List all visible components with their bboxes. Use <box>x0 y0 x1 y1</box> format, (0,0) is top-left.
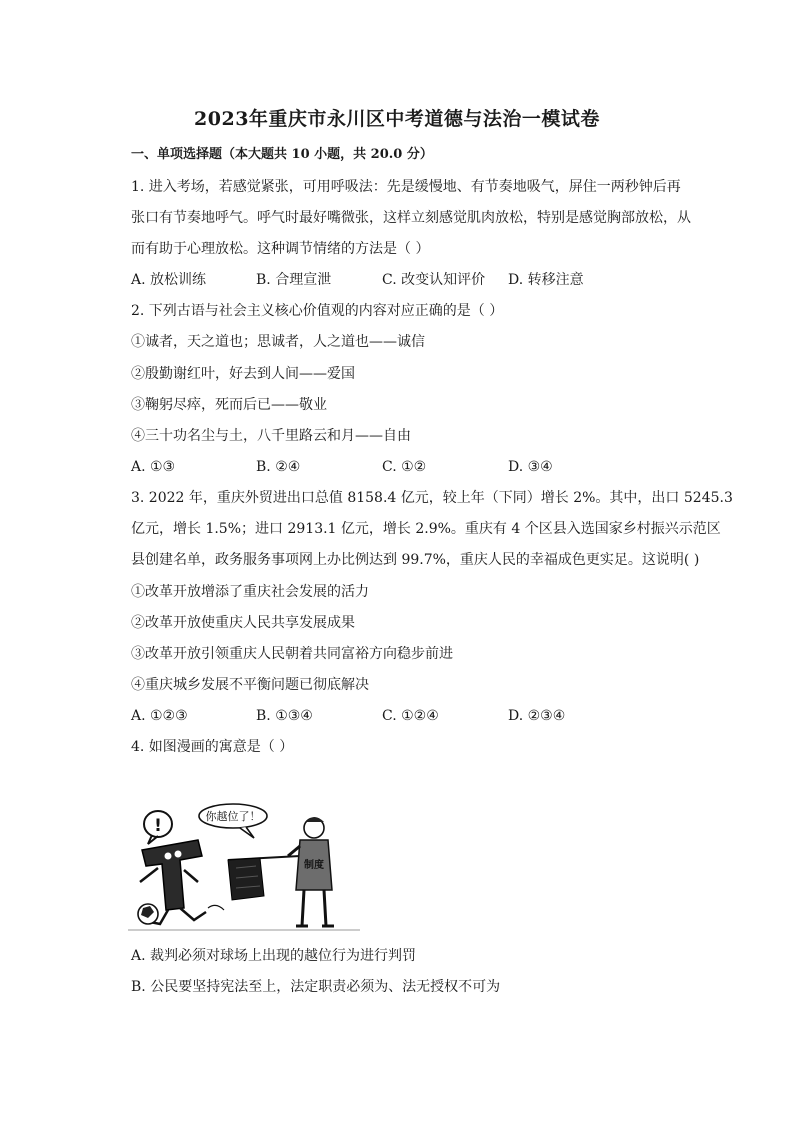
q1-line-2: 张口有节奏地呼气。呼气时最好嘴微张，这样立刻感觉肌肉放松，特别是感觉胸部放松，从 <box>131 210 691 226</box>
q4-answer-b[interactable]: B. 公民要坚持宪法至上，法定职责必须为、法无授权不可为 <box>131 979 501 995</box>
q3-option-c[interactable]: C. ①②④ <box>382 708 439 724</box>
q2-statement-3: ③鞠躬尽瘁，死而后已——敬业 <box>131 397 327 413</box>
soccer-ball-icon <box>138 904 158 924</box>
q4-line-1: 4. 如图漫画的寓意是（ ） <box>131 739 294 755</box>
q2-option-c[interactable]: C. ①② <box>382 459 427 475</box>
speech-text: 你越位了！ <box>205 810 261 823</box>
q2-statement-1: ①诚者，天之道也；思诚者，人之道也——诚信 <box>131 334 425 350</box>
q1-line-1: 1. 进入考场，若感觉紧张，可用呼吸法：先是缓慢地、有节奏地吸气，屏住一两秒钟后再 <box>131 179 681 195</box>
q2-option-d[interactable]: D. ③④ <box>508 459 553 475</box>
q3-statement-1: ①改革开放增添了重庆社会发展的活力 <box>131 584 369 600</box>
q2-line-1: 2. 下列古语与社会主义核心价值观的内容对应正确的是（ ） <box>131 303 504 319</box>
q3-option-d[interactable]: D. ②③④ <box>508 708 566 724</box>
q3-line-2: 亿元，增长 1.5%；进口 2913.1 亿元，增长 2.9%。重庆有 4 个区县入选国家乡村振兴示范区 <box>131 521 721 537</box>
section-heading: 一、单项选择题（本大题共 10 小题，共 20.0 分） <box>131 147 433 162</box>
q1-option-c[interactable]: C. 改变认知评价 <box>382 272 486 288</box>
q2-statement-2: ②殷勤谢红叶，好去到人间——爱国 <box>131 366 355 382</box>
q3-statement-3: ③改革开放引领重庆人民朝着共同富裕方向稳步前进 <box>131 646 453 662</box>
q1-option-d[interactable]: D. 转移注意 <box>508 272 584 288</box>
q3-statement-2: ②改革开放使重庆人民共享发展成果 <box>131 615 355 631</box>
offside-flag <box>228 856 300 900</box>
q2-option-a[interactable]: A. ①③ <box>131 459 176 475</box>
q1-option-a[interactable]: A. 放松训练 <box>131 272 207 288</box>
referee-badge: 制度 <box>304 860 324 871</box>
speech-balloon <box>199 804 267 838</box>
q3-statement-4: ④重庆城乡发展不平衡问题已彻底解决 <box>131 677 369 693</box>
q4-answer-a[interactable]: A. 裁判必须对球场上出现的越位行为进行判罚 <box>131 948 417 964</box>
exclamation-mark: ! <box>154 816 162 836</box>
referee-figure <box>288 817 334 926</box>
offside-cartoon <box>128 798 360 934</box>
q3-option-a[interactable]: A. ①②③ <box>131 708 188 724</box>
q1-line-3: 而有助于心理放松。这种调节情绪的方法是（ ） <box>131 241 430 257</box>
q3-option-b[interactable]: B. ①③④ <box>256 708 313 724</box>
q2-statement-4: ④三十功名尘与土，八千里路云和月——自由 <box>131 428 411 444</box>
exam-title: 2023年重庆市永川区中考道德与法治一模试卷 <box>194 108 600 130</box>
exclamation-balloon <box>144 811 172 844</box>
q3-line-1: 3. 2022 年，重庆外贸进出口总值 8158.4 亿元，较上年（下同）增长 2%。其中，出口 5245.3 <box>131 490 733 506</box>
q2-option-b[interactable]: B. ②④ <box>256 459 301 475</box>
q3-line-3: 县创建名单，政务服务事项网上办比例达到 99.7%，重庆人民的幸福成色更实足。这说明( ) <box>131 552 700 568</box>
q1-option-b[interactable]: B. 合理宣泄 <box>256 272 332 288</box>
